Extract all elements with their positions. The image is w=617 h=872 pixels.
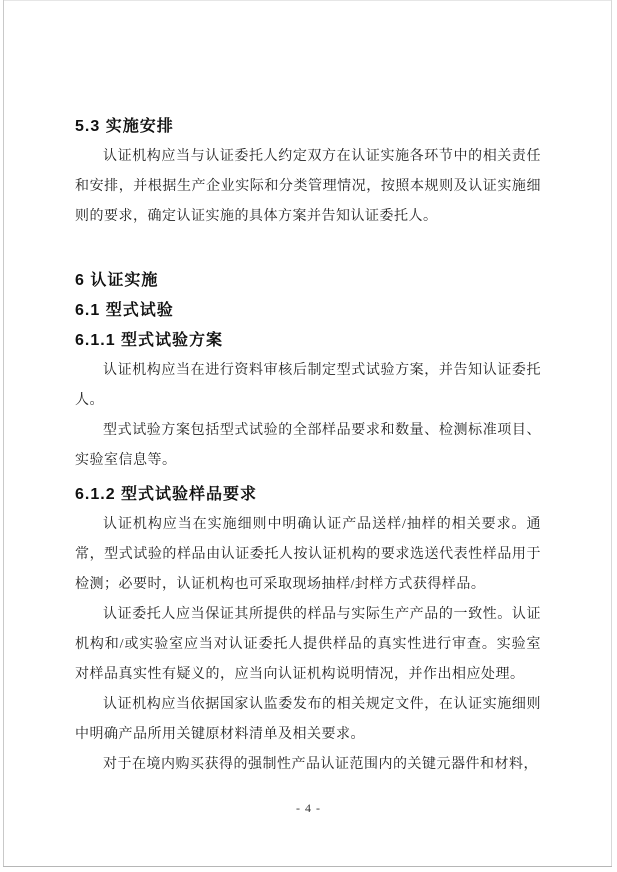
paragraph-sample-requirements-1: 认证机构应当在实施细则中明确认证产品送样/抽样的相关要求。通常，型式试验的样品由认证委托人按认证机构的要求选送代表性样品用于检测；必要时，认证机构也可采取现场抽样/封样方式获得样品。 [75, 517, 541, 592]
heading-5-3-implementation-arrangement: 5.3 实施安排 [75, 118, 174, 135]
heading-6-1-type-test: 6.1 型式试验 [75, 302, 174, 319]
paragraph-sample-requirements-4: 对于在境内购买获得的强制性产品认证范围内的关键元器件和材料， [103, 757, 538, 772]
page-edge-top [3, 0, 612, 1]
page-edge-left [3, 0, 4, 867]
heading-6-certification-implementation: 6 认证实施 [75, 272, 159, 289]
page-number: - 4 - [296, 801, 321, 815]
paragraph-type-test-plan-2: 型式试验方案包括型式试验的全部样品要求和数量、检测标准项目、实验室信息等。 [75, 423, 541, 468]
heading-6-1-2-sample-requirements: 6.1.2 型式试验样品要求 [75, 486, 258, 503]
paragraph-type-test-plan-1: 认证机构应当在进行资料审核后制定型式试验方案，并告知认证委托人。 [75, 363, 541, 408]
page-edge-right [611, 0, 612, 867]
page-edge-bottom [3, 866, 612, 867]
heading-6-1-1-type-test-plan: 6.1.1 型式试验方案 [75, 332, 224, 349]
paragraph-implementation-arrangement: 认证机构应当与认证委托人约定双方在认证实施各环节中的相关责任和安排，并根据生产企业实际和分类管理情况，按照本规则及认证实施细则的要求，确定认证实施的具体方案并告知认证委托人。 [75, 149, 541, 224]
paragraph-sample-requirements-3: 认证机构应当依据国家认监委发布的相关规定文件，在认证实施细则中明确产品所用关键原材料清单及相关要求。 [75, 697, 541, 742]
paragraph-sample-requirements-2: 认证委托人应当保证其所提供的样品与实际生产产品的一致性。认证机构和/或实验室应当对认证委托人提供样品的真实性进行审查。实验室对样品真实性有疑义的，应当向认证机构说明情况，并作出相应处理。 [75, 607, 541, 682]
document-body [75, 112, 541, 780]
